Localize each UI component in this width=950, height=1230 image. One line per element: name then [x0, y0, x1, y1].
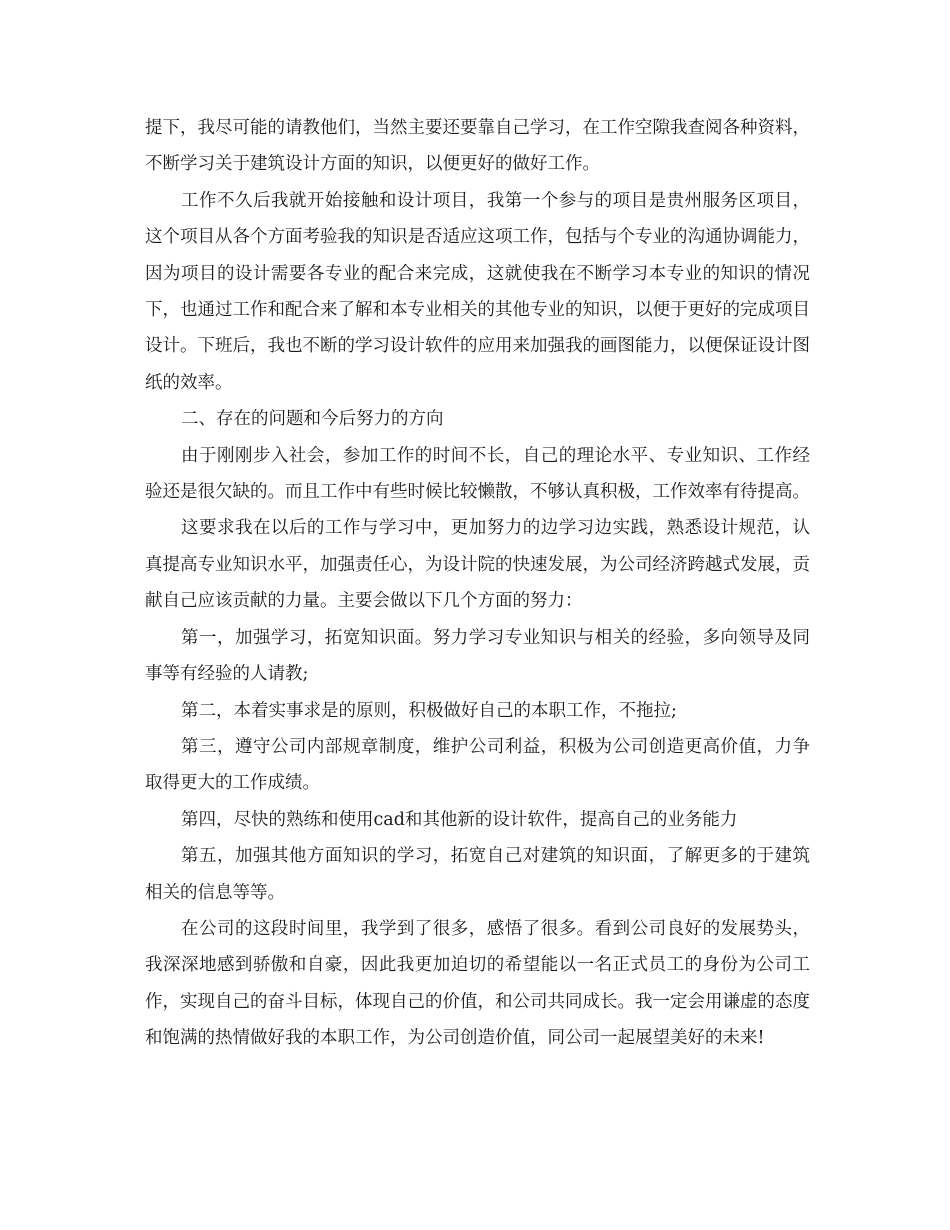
list-item: 第一，加强学习，拓宽知识面。努力学习专业知识与相关的经验，多向领导及同事等有经验的人请教; — [145, 627, 810, 685]
paragraph: 由于刚刚步入社会，参加工作的时间不长，自己的理论水平、专业知识、工作经验还是很欠缺的。而且工作中有些时候比较懒散，不够认真积极，工作效率有待提高。 — [145, 445, 810, 503]
paragraph: 在公司的这段时间里，我学到了很多，感悟了很多。看到公司良好的发展势头，我深深地感到骄傲和自豪，因此我更加迫切的希望能以一名正式员工的身份为公司工作，实现自己的奋斗目标，体现自己的价值，和公司共同成长。我一定会用谦虚的态度和饱满的热情做好我的本职工作，为公司创造价值，同公司一起展望美好的未来! — [145, 918, 810, 1049]
list-item: 第三，遵守公司内部规章制度，维护公司利益，积极为公司创造更高价值，力争取得更大的工作成绩。 — [145, 736, 810, 794]
list-item: 第二，本着实事求是的原则，积极做好自己的本职工作，不拖拉; — [181, 700, 677, 721]
list-item: 第四，尽快的熟练和使用cad和其他新的设计软件，提高自己的业务能力 — [181, 809, 738, 830]
section-heading: 二、存在的问题和今后努力的方向 — [181, 409, 444, 430]
paragraph: 提下，我尽可能的请教他们，当然主要还要靠自己学习，在工作空隙我查阅各种资料，不断学习关于建筑设计方面的知识，以便更好的做好工作。 — [145, 118, 810, 175]
paragraph: 工作不久后我就开始接触和设计项目，我第一个参与的项目是贵州服务区项目，这个项目从各个方面考验我的知识是否适应这项工作，包括与个专业的沟通协调能力，因为项目的设计需要各专业的配合来完成，这就使我在不断学习本专业的知识的情况下，也通过工作和配合来了解和本专业相关的其他专业的知识，以便于更好的完成项目设计。下班后，我也不断的学习设计软件的应用来加强我的画图能力，以便保证设计图纸的效率。 — [145, 190, 810, 393]
list-item: 第五，加强其他方面知识的学习，拓宽自己对建筑的知识面，了解更多的于建筑相关的信息等等。 — [145, 846, 810, 903]
paragraph: 这要求我在以后的工作与学习中，更加努力的边学习边实践，熟悉设计规范，认真提高专业知识水平，加强责任心，为设计院的快速发展，为公司经济跨越式发展，贡献自己应该贡献的力量。主要会做以下几个方面的努力： — [145, 518, 810, 612]
document-body — [145, 110, 810, 1057]
